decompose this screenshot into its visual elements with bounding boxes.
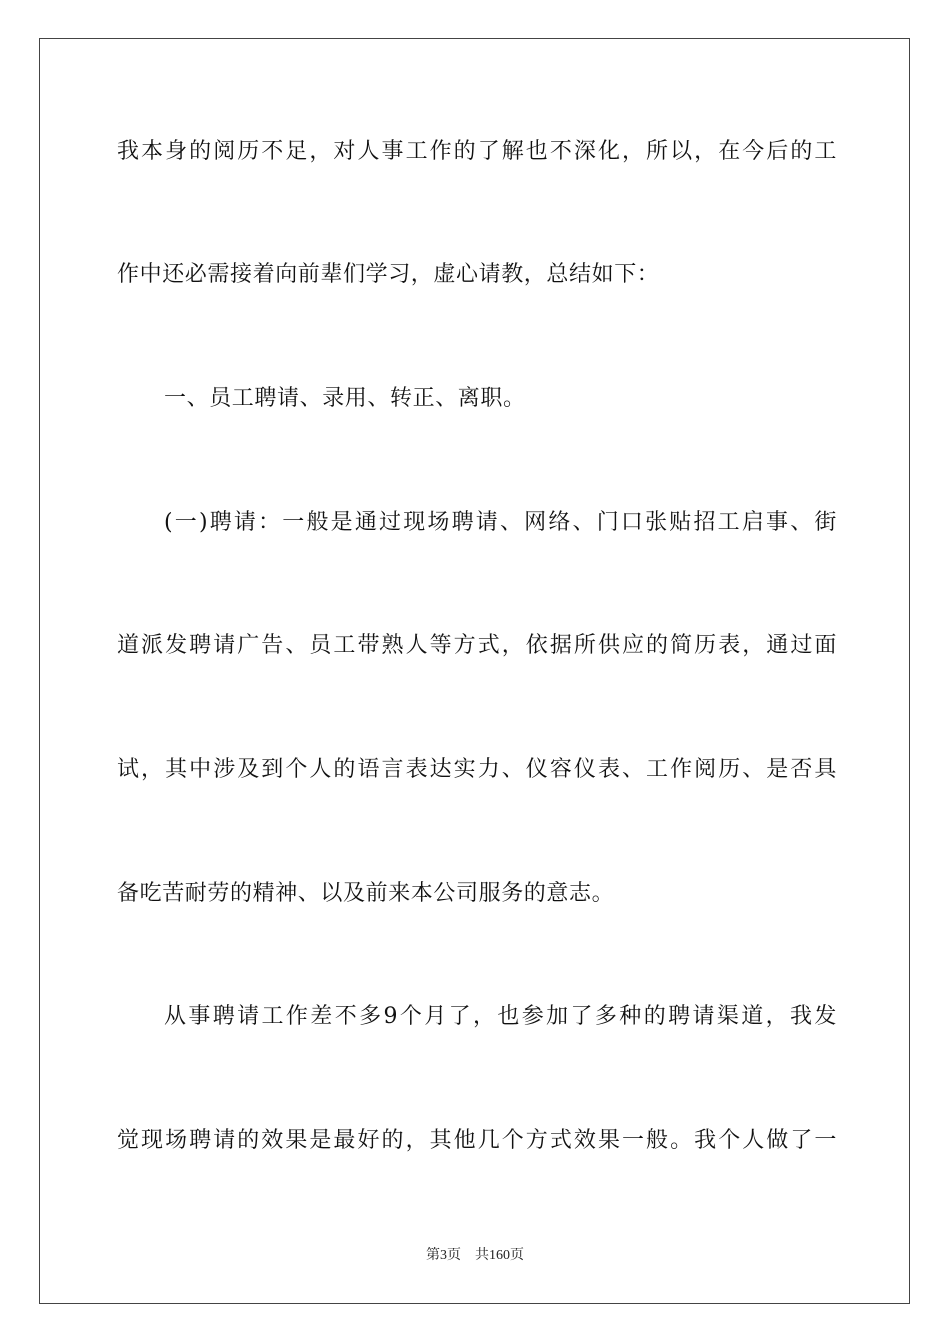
page-border (39, 38, 910, 1304)
body-line-6: 试，其中涉及到个人的语言表达实力、仪容仪表、工作阅历、是否具 (117, 757, 837, 782)
body-line-9: 觉现场聘请的效果是最好的，其他几个方式效果一般。我个人做了一 (117, 1128, 837, 1153)
body-line-2: 作中还必需接着向前辈们学习，虚心请教，总结如下： (117, 262, 660, 287)
body-line-1: 我本身的阅历不足，对人事工作的了解也不深化，所以，在今后的工 (117, 139, 837, 164)
page-footer (0, 1247, 950, 1265)
body-line-7: 备吃苦耐劳的精神、以及前来本公司服务的意志。 (117, 881, 615, 906)
body-line-4: (一)聘请：一般是通过现场聘请、网络、门口张贴招工启事、街 (164, 510, 837, 535)
body-line-5: 道派发聘请广告、员工带熟人等方式，依据所供应的简历表，通过面 (117, 633, 837, 658)
page-number: 第3页 (426, 1248, 461, 1263)
section-heading: 一、员工聘请、录用、转正、离职。 (164, 386, 526, 411)
page-total: 共160页 (475, 1248, 524, 1263)
body-line-8: 从事聘请工作差不多9个月了，也参加了多种的聘请渠道，我发 (164, 1004, 837, 1029)
